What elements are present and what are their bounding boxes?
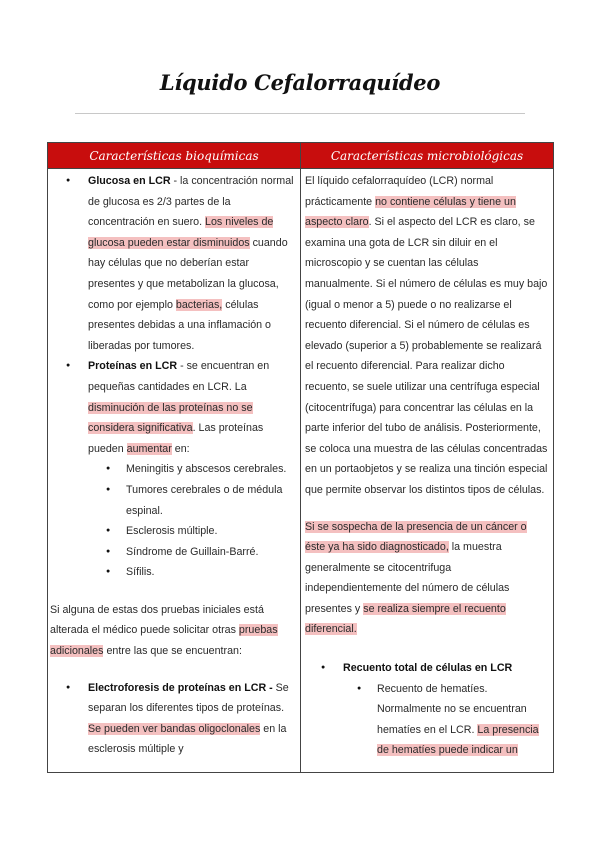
para-text: Si alguna de estas dos pruebas iniciales está alterada el médico puede solicitar otras <box>50 603 264 637</box>
header-microbiological: Características microbiológicas <box>301 143 553 168</box>
highlight-bandas-oligoclonales: Se pueden ver bandas oligoclonales <box>88 722 261 735</box>
p1-text-2: . Si el aspecto del LCR es claro, se examina una gota de LCR sin diluir en el microscopio y se cuentan las células manualmente. Si el número de células es muy bajo (igual o menor a 5) puede o no realizarse el recuento diferencial. Si el número de células es elevado (superior a 5) probablemente se realizará el recuento diferencial. Para realizar dicho recuento, se suele utilizar una centrífuga especial (citocentrífuga) para concentrar las células en la parte inferior del tubo de análisis. Posteriormente, se coloca una muestra de las células concentradas en un portaobjetos y se realiza una tinción especial que permite observar los distintos tipos de células. <box>305 216 548 496</box>
additional-tests-paragraph <box>50 600 296 662</box>
glucosa-label: Glucosa en LCR <box>88 175 171 187</box>
list-item-electroforesis <box>88 678 296 760</box>
list-item: ● Síndrome de Guillain-Barré. <box>126 542 296 563</box>
p1-text: El líquido cefalorraquídeo (LCR) normal prácticamente <box>305 175 494 208</box>
proteinas-conditions-list <box>88 459 296 583</box>
highlight-bacterias: bacterias, <box>175 298 223 311</box>
list-item: ● Tumores cerebrales o de médula espinal. <box>126 480 296 521</box>
list-item-proteinas <box>88 356 296 583</box>
electro-text-2: en la esclerosis múltiple y <box>88 722 287 756</box>
proteinas-text-3: en: <box>171 442 190 455</box>
comparison-table <box>47 142 554 773</box>
list-item-recuento-total <box>343 658 549 761</box>
list-item: ● Meningitis y abscesos cerebrales. <box>126 459 296 480</box>
recuento-label: Recuento total de células en LCR <box>343 662 513 675</box>
recuento-sublist <box>343 679 549 761</box>
biochemical-test-list <box>50 171 296 583</box>
proteinas-text: - se encuentran en pequeñas cantidades en LCR. La <box>88 360 270 393</box>
additional-test-list <box>50 678 296 760</box>
glucosa-text: - la concentración normal de glucosa es 2/3 partes de la concentración en suero. <box>88 175 294 229</box>
p2-text: la muestra generalmente se citocentrifuga independientemente del número de células presentes y <box>305 541 510 615</box>
header-biochemical: Características bioquímicas <box>48 143 300 168</box>
glucosa-text-3: células presentes debidas a una inflamación o liberadas por tumores. <box>88 298 271 352</box>
page-title: Líquido Cefalorraquídeo <box>159 70 441 95</box>
header-divider <box>48 168 553 169</box>
list-item-glucosa <box>88 171 296 356</box>
microbiology-paragraph-1 <box>305 171 549 501</box>
title-divider <box>75 113 525 114</box>
glucosa-text-2: cuando hay células que no deberían estar presentes y que metabolizan la glucosa, como por ejemplo <box>88 236 288 311</box>
highlight-pruebas-adicionales: pruebas adicionales <box>50 624 278 658</box>
highlight-glucosa-disminuida: Los niveles de glucosa pueden estar disminuidos <box>88 216 274 249</box>
microbiology-paragraph-2 <box>305 517 549 641</box>
cell-count-list <box>305 658 549 761</box>
column-divider <box>300 143 301 772</box>
para-text-2: entre las que se encuentran: <box>103 645 242 658</box>
biochemical-column <box>50 171 296 760</box>
list-item: ● Sífilis. <box>126 562 296 583</box>
highlight-no-contiene-celulas: no contiene células y tiene un aspecto claro <box>305 195 516 229</box>
proteinas-text-2: . Las proteínas pueden <box>88 422 264 455</box>
highlight-aumentar: aumentar <box>126 442 172 455</box>
list-item: ● Esclerosis múltiple. <box>126 521 296 542</box>
microbiological-column <box>305 171 549 761</box>
list-item-hematies <box>377 679 549 761</box>
highlight-sospecha-cancer: Si se sospecha de la presencia de un cáncer o éste ya ha sido diagnosticado, <box>305 520 527 554</box>
proteinas-label: Proteínas en LCR <box>88 360 178 373</box>
highlight-recuento-diferencial: se realiza siempre el recuento diferencial. <box>305 602 506 636</box>
highlight-disminucion-proteinas: disminución de las proteínas no se considera significativa <box>88 401 253 435</box>
electro-text: Se separan los diferentes tipos de proteínas. <box>88 681 289 715</box>
highlight-presencia-hematies: La presencia de hematíes puede indicar un <box>377 723 539 757</box>
hematies-text: Recuento de hematíes. Normalmente no se encuentran hematíes en el LCR. <box>377 682 527 736</box>
electroforesis-label: Electroforesis de proteínas en LCR - <box>88 681 273 694</box>
